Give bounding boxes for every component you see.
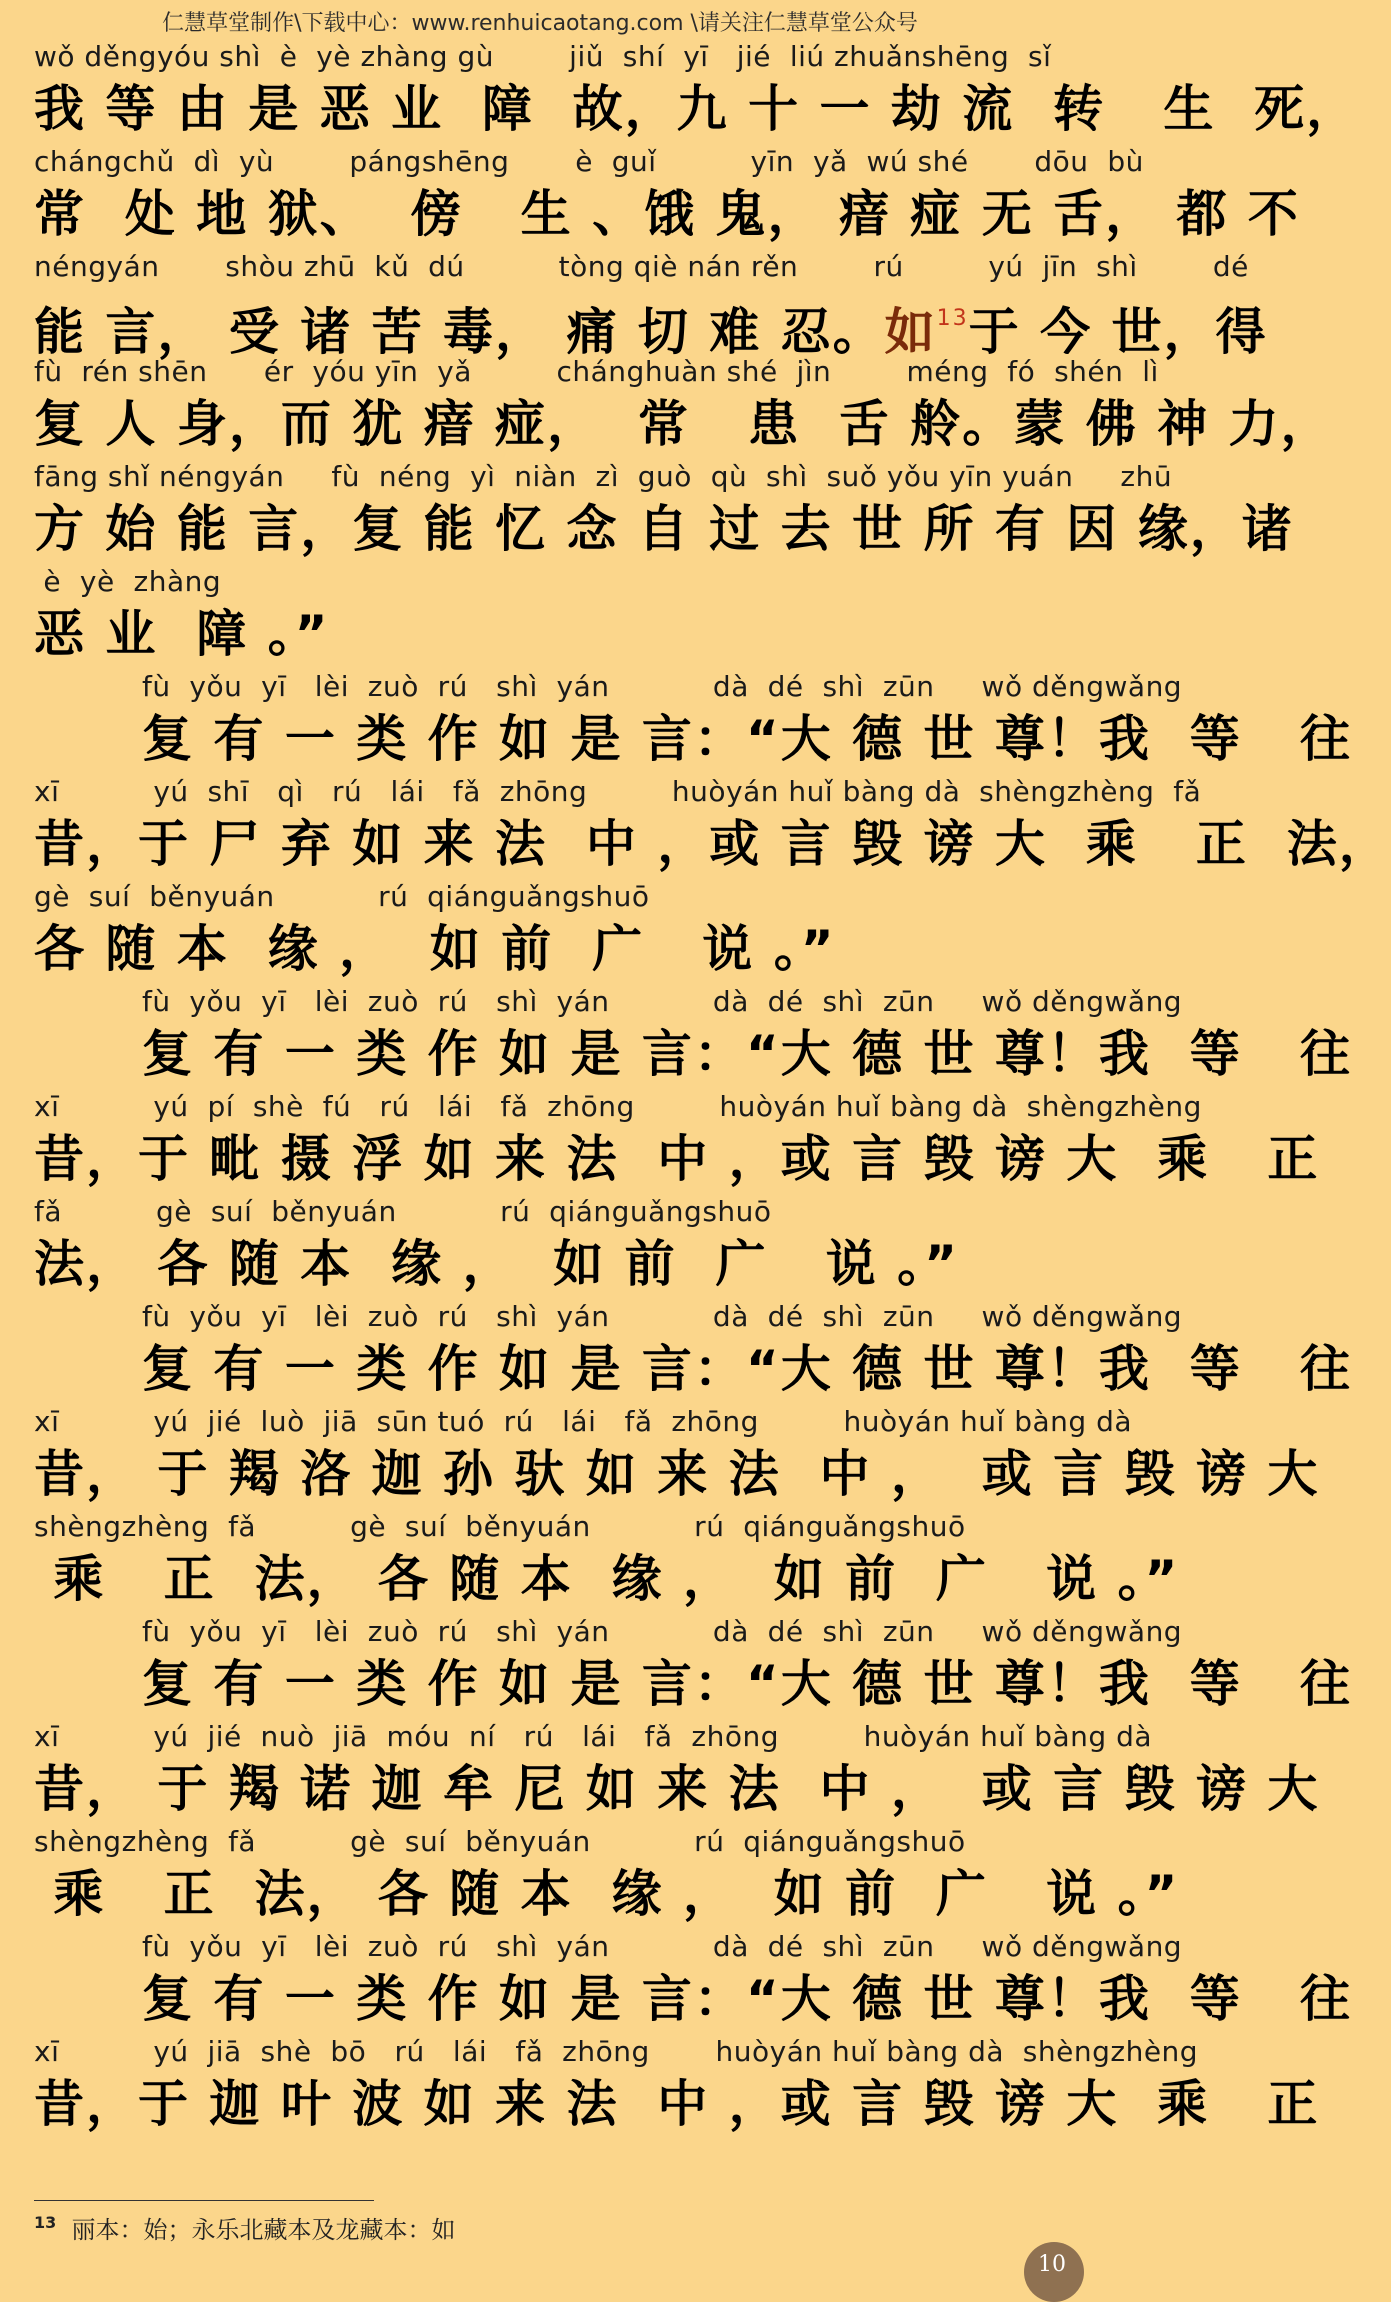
- pinyin-line: xī yú pí shè fú rú lái fǎ zhōng huòyán huǐ bàng dà shèngzhèng: [34, 1090, 1202, 1123]
- text-line: [34, 143, 1300, 248]
- footnote-number: 13: [34, 2213, 57, 2232]
- hanzi-line: 复 人 身，而 犹 瘖 痖， 常 患 舌 舲。蒙 佛 神 力，: [34, 395, 1333, 453]
- text-line: [34, 1403, 1320, 1508]
- pinyin-line: fù yǒu yī lèi zuò rú shì yán dà dé shì zūn wǒ děngwǎng: [142, 985, 1183, 1018]
- text-line: [34, 1298, 1352, 1403]
- hanzi-line: 复 有 一 类 作 如 是 言：“大 德 世 尊！我 等 往: [142, 1340, 1352, 1398]
- pinyin-line: fù yǒu yī lèi zuò rú shì yán dà dé shì zūn wǒ děngwǎng: [142, 670, 1183, 703]
- footnote: [34, 2210, 456, 2245]
- text-line: [34, 458, 1294, 563]
- text-line: [34, 1718, 1320, 1823]
- hanzi-line: 乘 正 法， 各 随 本 缘 ， 如 前 广 说 。”: [34, 1550, 1180, 1608]
- hanzi-line: 昔，于 毗 摄 浮 如 来 法 中 ，或 言 毁 谤 大 乘 正: [34, 1130, 1320, 1188]
- text-line: [34, 668, 1352, 773]
- hanzi-line: 乘 正 法， 各 随 本 缘 ， 如 前 广 说 。”: [34, 1865, 1180, 1923]
- footnote-superscript[interactable]: 13: [936, 306, 969, 331]
- pinyin-line: fù rén shēn ér yóu yīn yǎ chánghuàn shé jìn méng fó shén lì: [34, 355, 1159, 388]
- hanzi-line: 复 有 一 类 作 如 是 言：“大 德 世 尊！我 等 往: [142, 1970, 1352, 2028]
- pinyin-line: xī yú jiā shè bō rú lái fǎ zhōng huòyán huǐ bàng dà shèngzhèng: [34, 2035, 1199, 2068]
- text-line: [34, 1193, 1054, 1298]
- hanzi-line: 复 有 一 类 作 如 是 言：“大 德 世 尊！我 等 往: [142, 1025, 1352, 1083]
- hanzi-line: 复 有 一 类 作 如 是 言：“大 德 世 尊！我 等 往: [142, 1655, 1352, 1713]
- text-line: [34, 878, 1054, 983]
- pinyin-line: shèngzhèng fǎ gè suí běnyuán rú qiánguǎngshuō: [34, 1510, 966, 1543]
- text-line: [34, 1508, 1180, 1613]
- hanzi-line: 法， 各 随 本 缘 ， 如 前 广 说 。”: [34, 1235, 959, 1293]
- hanzi-line: 我 等 由 是 恶 业 障 故，九 十 一 劫 流 转 生 死，: [34, 80, 1359, 138]
- page-number-badge: [1024, 2242, 1084, 2302]
- header-banner: 仁慧草堂制作\下载中心：www.renhuicaotang.com \请关注仁慧草堂公众号: [162, 11, 918, 36]
- text-line: [34, 983, 1352, 1088]
- hanzi-segment: 能 言， 受 诸 苦 毒， 痛 切 难 忍。: [34, 303, 885, 361]
- pinyin-line: shèngzhèng fǎ gè suí běnyuán rú qiánguǎngshuō: [34, 1825, 966, 1858]
- scripture-text: [34, 38, 1391, 2138]
- page-number: 10: [1038, 2252, 1066, 2277]
- pinyin-line: fù yǒu yī lèi zuò rú shì yán dà dé shì zūn wǒ děngwǎng: [142, 1615, 1183, 1648]
- pinyin-line: fù yǒu yī lèi zuò rú shì yán dà dé shì zūn wǒ děngwǎng: [142, 1930, 1183, 1963]
- pinyin-line: chángchǔ dì yù pángshēng è guǐ yīn yǎ wú shé dōu bù: [34, 145, 1144, 178]
- text-line: [34, 353, 1333, 458]
- pinyin-line: è yè zhàng: [34, 565, 222, 598]
- hanzi-segment: 于 今 世，得: [968, 303, 1268, 361]
- text-line: [34, 1823, 1180, 1928]
- hanzi-line: [34, 286, 1268, 361]
- hanzi-line: 昔， 于 羯 诺 迦 牟 尼 如 来 法 中 ， 或 言 毁 谤 大: [34, 1760, 1320, 1818]
- pinyin-line: xī yú shī qì rú lái fǎ zhōng huòyán huǐ bàng dà shèngzhèng fǎ: [34, 775, 1202, 808]
- hanzi-line: 各 随 本 缘 ， 如 前 广 说 。”: [34, 920, 836, 978]
- pinyin-line: fù yǒu yī lèi zuò rú shì yán dà dé shì zūn wǒ děngwǎng: [142, 1300, 1183, 1333]
- hanzi-line: 恶 业 障 。”: [34, 605, 330, 663]
- text-line: [34, 1088, 1320, 1193]
- hanzi-line: 复 有 一 类 作 如 是 言：“大 德 世 尊！我 等 往: [142, 710, 1352, 768]
- hanzi-line: 昔，于 迦 叶 波 如 来 法 中 ，或 言 毁 谤 大 乘 正: [34, 2075, 1320, 2133]
- text-line: [34, 1613, 1352, 1718]
- hanzi-line: 昔，于 尸 弃 如 来 法 中 ，或 言 毁 谤 大 乘 正 法，: [34, 815, 1391, 873]
- footnote-text: 丽本：始；永乐北藏本及龙藏本：如: [71, 2216, 456, 2244]
- text-line: [34, 38, 1359, 143]
- hanzi-line: 常 处 地 狱、 傍 生 、饿 鬼， 瘖 痖 无 舌， 都 不: [34, 185, 1300, 243]
- pinyin-line: wǒ děngyóu shì è yè zhàng gù jiǔ shí yī jié liú zhuǎnshēng sǐ: [34, 40, 1052, 73]
- text-line: [34, 248, 1268, 361]
- footnote-divider: [34, 2200, 374, 2201]
- pinyin-line: néngyán shòu zhū kǔ dú tòng qiè nán rěn rú yú jīn shì dé: [34, 250, 1249, 283]
- footnote-ref-char: 如: [884, 303, 937, 361]
- text-line: [34, 773, 1391, 878]
- hanzi-line: 昔， 于 羯 洛 迦 孙 驮 如 来 法 中 ， 或 言 毁 谤 大: [34, 1445, 1320, 1503]
- pinyin-line: xī yú jié nuò jiā móu ní rú lái fǎ zhōng huòyán huǐ bàng dà: [34, 1720, 1153, 1753]
- text-line: [34, 2033, 1320, 2138]
- pinyin-line: fāng shǐ néngyán fù néng yì niàn zì guò qù shì suǒ yǒu yīn yuán zhū: [34, 460, 1173, 493]
- pinyin-line: gè suí běnyuán rú qiánguǎngshuō: [34, 880, 650, 913]
- text-line: [34, 1928, 1352, 2033]
- pinyin-line: fǎ gè suí běnyuán rú qiánguǎngshuō: [34, 1195, 772, 1228]
- hanzi-line: 方 始 能 言，复 能 忆 念 自 过 去 世 所 有 因 缘，诸: [34, 500, 1294, 558]
- text-line: [34, 563, 1054, 668]
- pinyin-line: xī yú jié luò jiā sūn tuó rú lái fǎ zhōng huòyán huǐ bàng dà: [34, 1405, 1133, 1438]
